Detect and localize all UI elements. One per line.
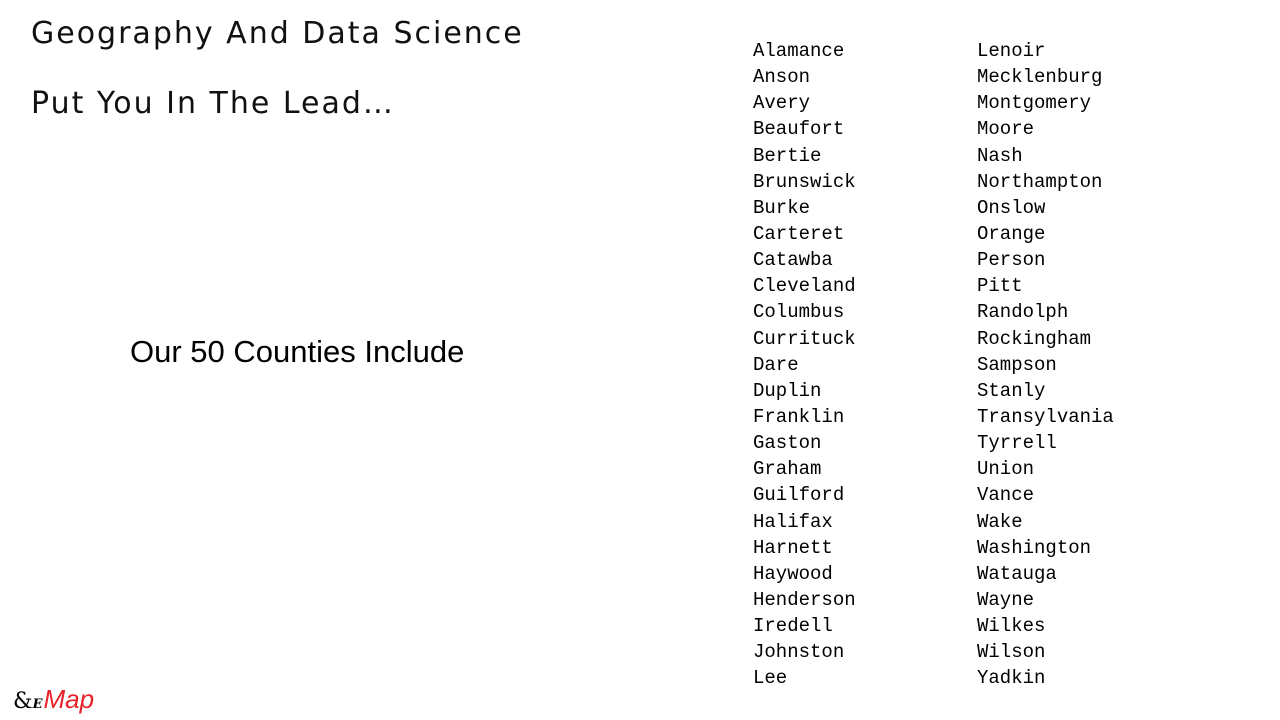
county-item: Currituck bbox=[753, 327, 856, 350]
county-item: Union bbox=[977, 458, 1035, 481]
county-item: Wilkes bbox=[977, 615, 1046, 638]
county-item: Anson bbox=[753, 66, 811, 89]
county-item: Lee bbox=[753, 667, 788, 690]
county-item: Wayne bbox=[977, 588, 1035, 611]
county-item: Graham bbox=[753, 458, 822, 481]
county-item: Northampton bbox=[977, 170, 1103, 193]
county-item: Orange bbox=[977, 222, 1046, 245]
county-item: Sampson bbox=[977, 353, 1057, 376]
logo-e-mark: E bbox=[32, 697, 43, 712]
county-item: Johnston bbox=[753, 641, 845, 664]
county-item: Bertie bbox=[753, 144, 822, 167]
headline-tagline: Put You In The Lead… bbox=[31, 86, 395, 121]
county-item: Burke bbox=[753, 196, 811, 219]
county-item: Lenoir bbox=[977, 40, 1046, 62]
county-item: Harnett bbox=[753, 536, 833, 559]
county-item: Vance bbox=[977, 484, 1035, 507]
county-item: Pitt bbox=[977, 275, 1023, 298]
county-item: Haywood bbox=[753, 562, 833, 585]
county-item: Transylvania bbox=[977, 405, 1114, 428]
county-item: Washington bbox=[977, 536, 1092, 559]
logo-ampersand: & bbox=[13, 689, 33, 714]
county-item: Franklin bbox=[753, 405, 845, 428]
county-item: Halifax bbox=[753, 510, 833, 533]
county-item: Guilford bbox=[753, 484, 845, 507]
county-item: Onslow bbox=[977, 196, 1046, 219]
county-item: Yadkin bbox=[977, 667, 1046, 690]
county-item: Beaufort bbox=[753, 118, 845, 141]
county-item: Columbus bbox=[753, 301, 845, 324]
county-item: Carteret bbox=[753, 222, 845, 245]
county-item: Henderson bbox=[753, 588, 856, 611]
county-item: Catawba bbox=[753, 249, 833, 272]
county-item: Randolph bbox=[977, 301, 1069, 324]
county-item: Iredell bbox=[753, 615, 833, 638]
county-list-right bbox=[977, 38, 1114, 692]
county-item: Stanly bbox=[977, 379, 1046, 402]
county-item: Rockingham bbox=[977, 327, 1092, 350]
headline-title: Geography And Data Science bbox=[31, 16, 524, 51]
county-item: Dare bbox=[753, 353, 799, 376]
county-item: Wake bbox=[977, 510, 1023, 533]
counties-subtitle: Our 50 Counties Include bbox=[130, 334, 465, 369]
logo-map-text: Map bbox=[43, 684, 95, 714]
county-item: Duplin bbox=[753, 379, 822, 402]
emap-logo bbox=[13, 684, 94, 716]
county-item: Mecklenburg bbox=[977, 66, 1103, 89]
county-item: Wilson bbox=[977, 641, 1046, 664]
county-item: Avery bbox=[753, 92, 811, 115]
county-item: Montgomery bbox=[977, 92, 1092, 115]
county-item: Nash bbox=[977, 144, 1023, 167]
county-item: Alamance bbox=[753, 40, 845, 62]
county-item: Gaston bbox=[753, 432, 822, 455]
county-item: Moore bbox=[977, 118, 1035, 141]
county-item: Brunswick bbox=[753, 170, 856, 193]
county-list-left bbox=[753, 38, 856, 692]
county-item: Person bbox=[977, 249, 1046, 272]
county-item: Cleveland bbox=[753, 275, 856, 298]
county-item: Watauga bbox=[977, 562, 1057, 585]
county-item: Tyrrell bbox=[977, 432, 1057, 455]
